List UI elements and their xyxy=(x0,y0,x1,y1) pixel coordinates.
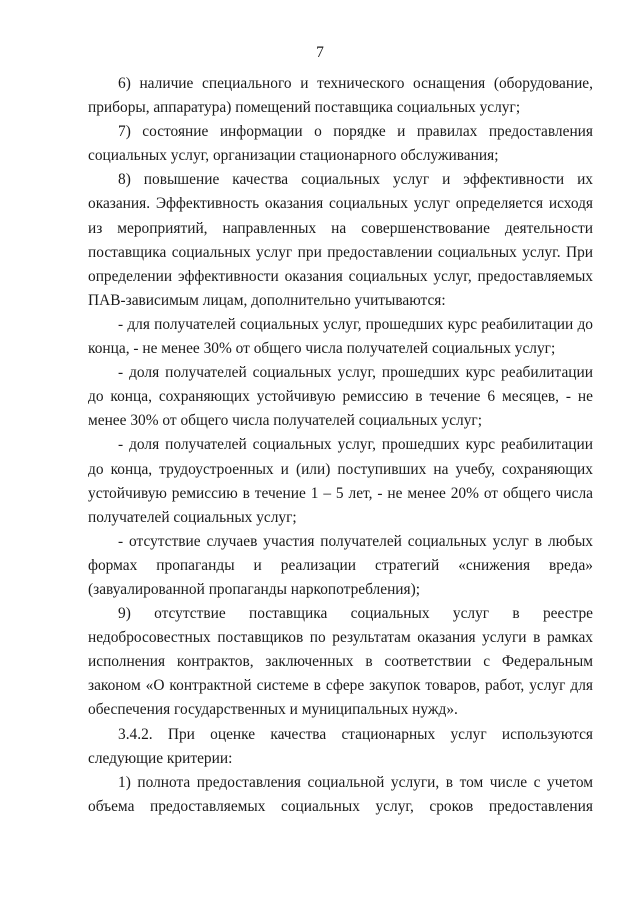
page-number: 7 xyxy=(316,44,324,61)
paragraph-harm-reduction: - отсутствие случаев участия получателей социальных услуг в любых формах пропаганды и реализации стратегий «снижения вреда» (завуалированной пропаганды наркопотребления); xyxy=(88,532,593,598)
paragraph-information-state: 7) состояние информации о порядке и правилах предоставления социальных услуг, организации стационарного обслуживания; xyxy=(88,123,593,165)
document-body xyxy=(88,72,593,819)
paragraph-rehab-completion: - для получателей социальных услуг, прошедших курс реабилитации до конца, - не менее 30% от общего числа получателей социальных услуг; xyxy=(88,315,593,358)
paragraph-completeness: 1) полнота предоставления социальной услуги, в том числе с учетом объема предоставляемых социальных услуг, сроков предоставления xyxy=(88,773,593,815)
paragraph-registry: 9) отсутствие поставщика социальных услуг в реестре недобросовестных поставщиков по результатам оказания услуги в рамках исполнения контрактов, заключенных в соответствии с Федеральным законом «О контрактной системе в сфере закупок товаров, работ, услуг для обеспечения государственных и муниципальных нужд». xyxy=(88,605,593,719)
paragraph-quality-improvement: 8) повышение качества социальных услуг и эффективности их оказания. Эффективность оказания социальных услуг определяется исходя из мероприятий, направленных на совершенствование деятельности поставщика социальных услуг при предоставлении социальных услуг. При определении эффективности оказания социальных услуг, предоставляемых ПАВ-зависимым лицам, дополнительно учитываются: xyxy=(88,171,593,309)
paragraph-employment-remission: - доля получателей социальных услуг, прошедших курс реабилитации до конца, трудоустроенных и (или) поступивших на учебу, сохраняющих устойчивую ремиссию в течение 1 – 5 лет, - не менее 20% от общего числа получателей социальных услуг; xyxy=(88,436,593,526)
paragraph-section-3-4-2: 3.4.2. При оценке качества стационарных услуг используются следующие критерии: xyxy=(88,725,593,767)
paragraph-remission-6-months: - доля получателей социальных услуг, прошедших курс реабилитации до конца, сохраняющих устойчивую ремиссию в течение 6 месяцев, - не менее 30% от общего числа получателей социальных услуг; xyxy=(88,364,593,430)
paragraph-equipment: 6) наличие специального и технического оснащения (оборудование, приборы, аппаратура) помещений поставщика социальных услуг; xyxy=(88,75,593,117)
